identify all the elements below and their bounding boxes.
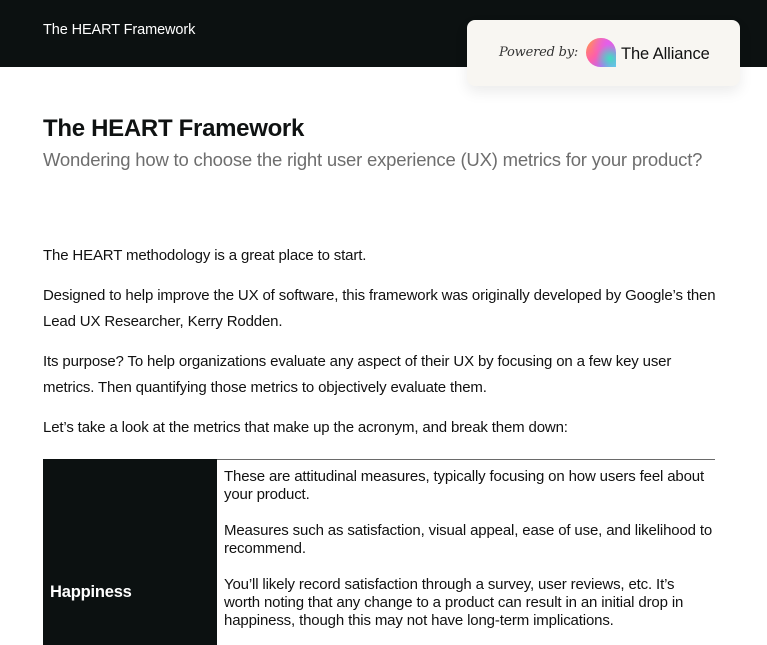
metric-description: These are attitudinal measures, typically focusing on how users feel about your product. <box>224 468 705 503</box>
powered-by-card[interactable] <box>467 20 740 86</box>
table-cell-description <box>217 459 715 645</box>
metric-description: You’ll likely record satisfaction through a survey, user reviews, etc. It’s worth noting that any change to a product can result in an initial drop in happiness, though this may not have long-term implications. <box>224 576 684 629</box>
lead-in-paragraph: Let’s take a look at the metrics that make up the acronym, and break them down: <box>43 419 568 436</box>
powered-by-label: Powered by: <box>499 45 579 60</box>
purpose-paragraph: Its purpose? To help organizations evaluate any aspect of their UX by focusing on a few key user metrics. Then quantifying those metrics to objectively evaluate them. <box>43 353 672 396</box>
intro-paragraph: The HEART methodology is a great place to start. <box>43 247 367 264</box>
metric-name: Happiness <box>50 583 132 601</box>
site-title[interactable]: The HEART Framework <box>43 22 196 38</box>
metric-description: Measures such as satisfaction, visual appeal, ease of use, and likelihood to recommend. <box>224 522 713 557</box>
metrics-table <box>43 459 715 645</box>
alliance-logo-icon <box>586 38 616 67</box>
origin-paragraph: Designed to help improve the UX of software, this framework was originally developed by Google’s then Lead UX Researcher, Kerry Rodden. <box>43 287 716 330</box>
brand-name: The Alliance <box>621 45 710 63</box>
table-row-header <box>43 459 217 645</box>
page-subtitle: Wondering how to choose the right user experience (UX) metrics for your product? <box>43 149 703 170</box>
page-title: The HEART Framework <box>43 115 305 142</box>
top-bar <box>0 0 767 67</box>
